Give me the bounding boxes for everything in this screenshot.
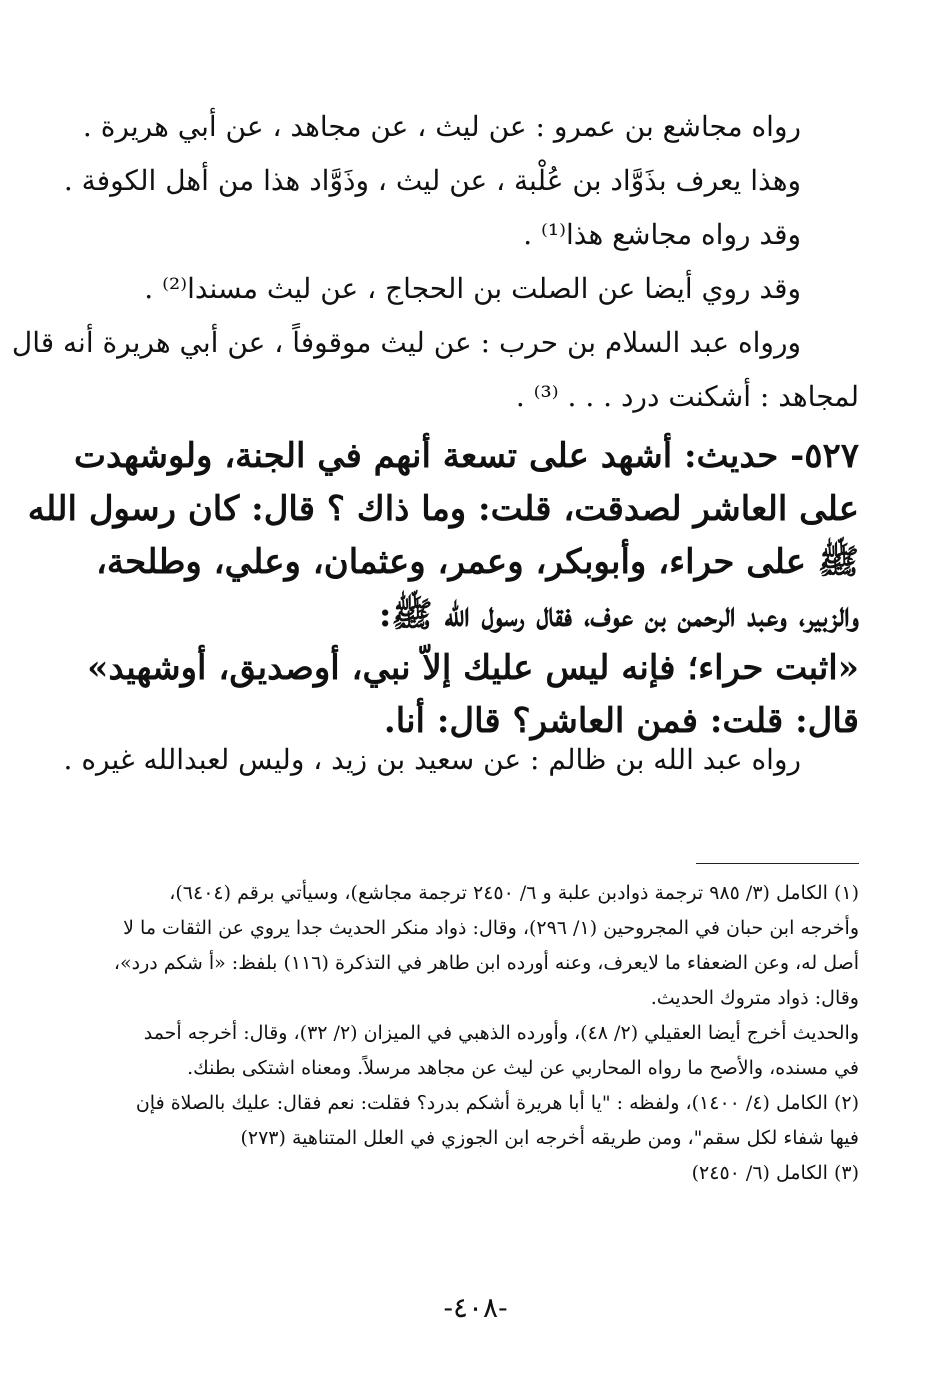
narration-line: ورواه عبد السلام بن حرب : عن ليث موقوفاً ، عن أبي هريرة أنه قال (11, 326, 801, 359)
hadith-line: ﷺ على حراء، وأبوبكر، وعمر، وعثمان، وعلي، وطلحة، (95, 542, 859, 582)
hadith-line: على العاشر لصدقت، قلت: وما ذاك ؟ قال: كان رسول الله (27, 489, 859, 529)
narration-line: لمجاهد : أشكنت درد . . . ⁽³⁾ . (515, 380, 859, 413)
closing-block (63, 738, 859, 782)
closing-line: رواه عبد الله بن ظالم : عن سعيد بن زيد ، وليس لعبدالله غيره . (63, 743, 801, 776)
footnote-line: (٣) الكامل (٦/ ٢٤٥٠) (691, 1162, 859, 1184)
footnote-line: وقال: ذواد متروك الحديث. (650, 987, 859, 1009)
page-number: -٤٠٨- (443, 1291, 508, 1324)
footnotes-block (89, 876, 859, 1191)
hadith-line: قال: قلت: فمن العاشر؟ قال: أنا. (383, 701, 859, 741)
hadith-line: والزبير، وعبد الرحمن بن عوف، فقال رسول الله ﷺ: (378, 595, 859, 635)
hadith-line: ٥٢٧- حديث: أشهد على تسعة أنهم في الجنة، ولوشهدت (74, 436, 859, 476)
footnote-line: في مسنده، والأصح ما رواه المحاربي عن ليث عن مجاهد مرسلاً. ومعناه اشتكى بطنك. (187, 1057, 859, 1079)
footnote-divider (696, 863, 859, 864)
narration-line: وقد روي أيضا عن الصلت بن الحجاج ، عن ليث مسندا⁽²⁾ . (144, 272, 801, 305)
footnote-line: (٢) الكامل (٤/ ١٤٠٠)، ولفظه : "يا أبا هريرة أشكم بدرد؟ فقلت: نعم فقال: عليك بالصلاة فإن (135, 1092, 859, 1114)
hadith-block (27, 430, 859, 748)
narration-line: وهذا يعرف بذَوَّاد بن عُلْبة ، عن ليث ، وذَوَّاد هذا من أهل الكوفة . (63, 164, 801, 197)
footnote-line: وأخرجه ابن حبان في المجروحين (١/ ٢٩٦)، وقال: ذواد منكر الحديث جدا يروي عن الثقات ما لا (123, 917, 859, 939)
footnote-line: فيها شفاء لكل سقم"، ومن طريقه أخرجه ابن الجوزي في العلل المتناهية (٢٧٣) (240, 1127, 859, 1149)
footnote-line: والحديث أخرج أيضا العقيلي (٢/ ٤٨)، وأورده الذهبي في الميزان (٢/ ٣٢)، وقال: أخرجه أحمد (143, 1022, 859, 1044)
narration-line: رواه مجاشع بن عمرو : عن ليث ، عن مجاهد ، عن أبي هريرة . (82, 110, 801, 143)
footnote-line: أصل له، وعن الضعفاء ما لايعرف، وعنه أورده ابن طاهر في التذكرة (١١٦) بلفظ: «أ شكم درد»، (113, 952, 859, 974)
narration-block (11, 100, 859, 424)
hadith-line: «اثبت حراء؛ فإنه ليس عليك إلاّ نبي، أوصديق، أوشهيد» (87, 648, 859, 688)
narration-line: وقد رواه مجاشع هذا⁽¹⁾ . (523, 218, 801, 251)
footnote-line: (١) الكامل (٣/ ٩٨٥ ترجمة ذوادبن علبة و ٦/ ٢٤٥٠ ترجمة مجاشع)، وسيأتي برقم (٦٤٠٤)، (169, 882, 859, 904)
